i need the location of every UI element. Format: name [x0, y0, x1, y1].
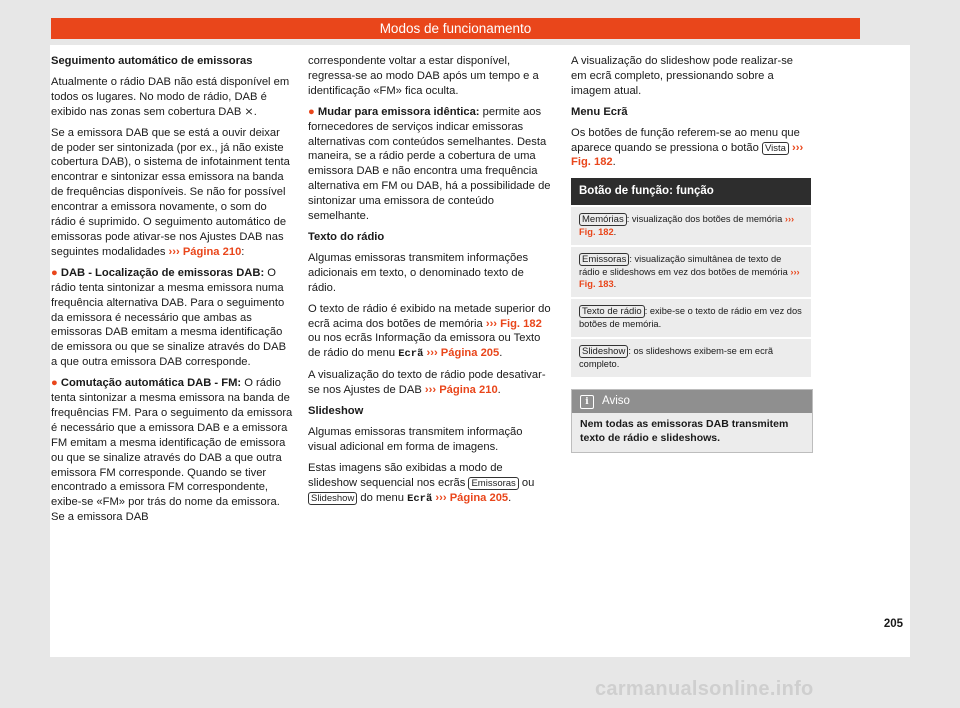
table-header: Botão de função: função	[571, 178, 811, 205]
bullet-item: ● Comutação automática DAB - FM: O rádio tenta sintonizar a mesma emissora na banda de frequências FM. Para o seguimento da emissora é necessário que a emissora DAB e a emissora FM emitam a mesma identificação de emissora ou que se sinalize através do DAB a que outra emissora FM corresponde. Quando se tiver encontrado a emissora FM correspondente, exibe-se «FM» por trás do nome da emissora. Se a emissora DAB	[51, 377, 293, 524]
column-3	[571, 54, 811, 453]
figure-link[interactable]: ››› Fig. 182	[571, 141, 804, 169]
key-label: Slideshow	[579, 345, 628, 358]
table-row: Texto de rádio : exibe-se o texto de rádio em vez dos botões de memória.	[571, 297, 811, 337]
paragraph: Se a emissora DAB que se está a ouvir deixar de poder ser sintonizada (por ex., já não existe cobertura DAB), o sistema de infotainment tenta encontrar e sintonizar essa emissora na banda de frequências disponíveis. Se não for possível encontrar a emissora novamente, o som do rádio é suprimido. O seguimento automático de emissoras pode ativar-se nos Ajustes DAB nas seguintes modalidades ››› Página 210:	[51, 126, 290, 258]
heading-auto-follow: Seguimento automático de emissoras	[51, 55, 253, 67]
paragraph: A visualização do slideshow pode realizar-se em ecrã completo, pressionando sobre a imagem atual.	[571, 55, 794, 97]
figure-link[interactable]: ››› Fig. 183	[579, 267, 800, 290]
heading-slideshow: Slideshow	[308, 405, 364, 418]
column-2	[308, 54, 552, 512]
table-row: Memórias : visualização dos botões de memória ››› Fig. 182.	[571, 205, 811, 245]
key-label: Emissoras	[579, 253, 629, 266]
notice-box	[571, 389, 813, 453]
notice-title: Aviso	[602, 395, 630, 408]
paragraph: Atualmente o rádio DAB não está disponível em todos os lugares. No modo de rádio, DAB é exibido nas zonas sem cobertura DAB ⨯.	[51, 75, 290, 118]
figure-link[interactable]: ››› Fig. 182	[485, 317, 542, 330]
table-row: Slideshow : os slideshows exibem-se em ecrã completo.	[571, 337, 811, 377]
page-link[interactable]: ››› Página 210	[168, 245, 242, 258]
column-1	[51, 54, 294, 531]
figure-link[interactable]: ››› Fig. 182	[579, 214, 795, 238]
key-label: Memórias	[579, 213, 627, 226]
menu-name: Ecrã	[407, 492, 433, 505]
paragraph: Estas imagens são exibidas a modo de slideshow sequencial nos ecrãs Emissoras ou Slideshow do menu Ecrã ››› Página 205.	[308, 461, 535, 505]
paragraph: A visualização do texto de rádio pode desativar-se nos Ajustes de DAB ››› Página 210.	[308, 369, 546, 397]
paragraph: Algumas emissoras transmitem informações adicionais em texto, o denominado texto de rádio.	[308, 251, 529, 294]
table-row: Emissoras : visualização simultânea de texto de rádio e slideshows em vez dos botões de memória ››› Fig. 183.	[571, 245, 811, 297]
page-link[interactable]: ››› Página 205	[432, 491, 509, 504]
info-icon: i	[580, 395, 594, 409]
section-header: Modos de funcionamento	[51, 18, 860, 39]
menu-name: Ecrã	[398, 348, 424, 361]
notice-header	[572, 390, 812, 413]
paragraph: correspondente voltar a estar disponível, regressa-se ao modo DAB após um tempo e a identificação «FM» fica oculta.	[308, 55, 539, 97]
page-number: 205	[883, 618, 903, 630]
heading-menu-ecra: Menu Ecrã	[571, 105, 628, 118]
bullet-item: ● Mudar para emissora idêntica: permite aos fornecedores de serviços indicar emissoras alternativas com conteúdos semelhantes. Desta maneira, se a rádio perde a cobertura de uma emissora DAB e não encontra uma frequência alternativa em FM ou DAB, há a possibilidade de sintonizar uma emissora de conteúdo semelhante.	[308, 105, 551, 223]
key-vista: Vista	[762, 142, 789, 155]
paragraph: Os botões de função referem-se ao menu que aparece quando se pressiona o botão Vista ››› Fig. 182.	[571, 126, 804, 169]
key-emissoras: Emissoras	[468, 477, 518, 490]
no-signal-icon: ⨯	[244, 105, 254, 118]
page-link[interactable]: ››› Página 210	[424, 384, 498, 397]
paragraph: Algumas emissoras transmitem informação visual adicional em forma de imagens.	[308, 425, 523, 453]
key-slideshow: Slideshow	[308, 492, 357, 505]
key-label: Texto de rádio	[579, 305, 645, 318]
watermark: carmanualsonline.info	[595, 678, 814, 700]
notice-text: Nem todas as emissoras DAB transmitem texto de rádio e slideshows.	[572, 413, 812, 452]
page-link[interactable]: ››› Página 205	[423, 347, 500, 360]
bullet-icon: ●	[308, 105, 315, 118]
bullet-icon: ●	[51, 377, 58, 390]
bullet-item: ● DAB - Localização de emissoras DAB: O rádio tenta sintonizar a mesma emissora numa frequência alternativa DAB. Para o seguimento da emissora é necessário que ambas as emissoras DAB emitam a mesma identificação de emissora ou que se sinalize através do DAB a que outra emissora DAB corresponde.	[51, 266, 287, 369]
function-table	[571, 178, 811, 377]
heading-radio-text: Texto do rádio	[308, 230, 385, 243]
bullet-icon: ●	[51, 266, 58, 279]
paragraph: O texto de rádio é exibido na metade superior do ecrã acima dos botões de memória ››› Fig. 182 ou nos ecrãs Informação da emissora ou Texto de rádio do menu Ecrã ››› Página 205.	[308, 302, 551, 361]
